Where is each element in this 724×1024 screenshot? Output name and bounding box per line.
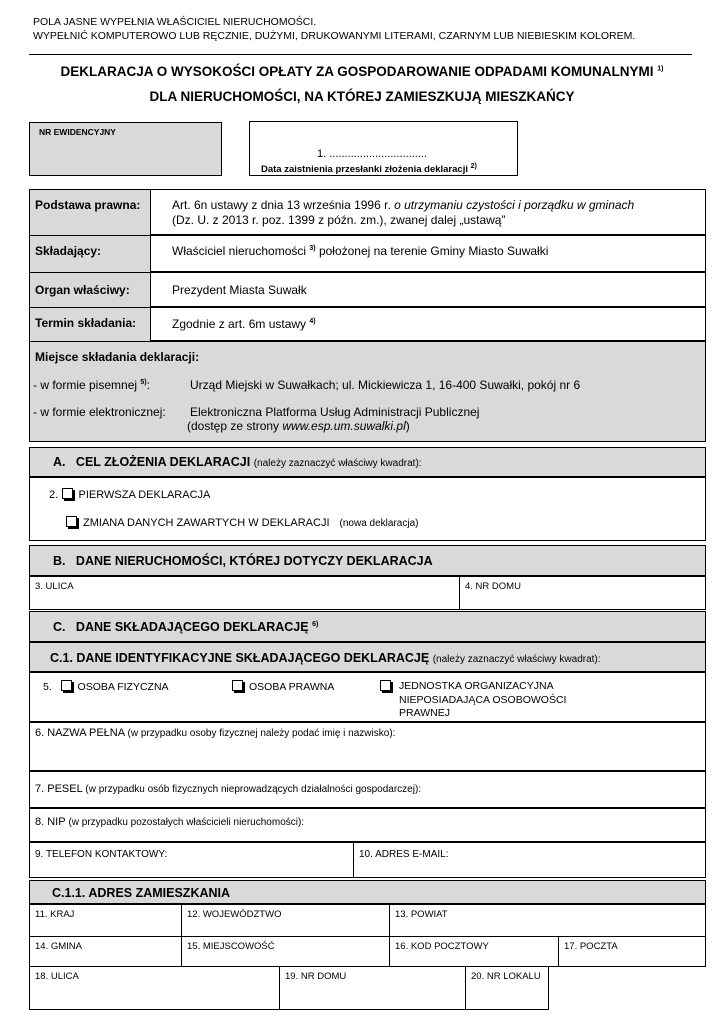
- post-office-field[interactable]: [558, 936, 706, 967]
- basis-act-title: o utrzymaniu czystości i porządku w gminach: [394, 198, 635, 212]
- field-label: 16. KOD POCZTOWY: [395, 941, 489, 952]
- filer-value: [172, 244, 548, 258]
- section-hint: (należy zaznaczyć właściwy kwadrat):: [253, 458, 422, 469]
- filer-text: Właściciel nieruchomości: [172, 244, 310, 258]
- footnote-ref: 2): [470, 163, 477, 170]
- filer-text: położonej na terenie Gminy Miasto Suwałki: [315, 244, 549, 258]
- option-hint: (nowa deklaracja): [339, 518, 419, 529]
- field-label: 17. POCZTA: [564, 941, 618, 952]
- basis-label: Podstawa prawna:: [35, 198, 141, 212]
- field-label: 7. PESEL: [35, 783, 83, 795]
- header-divider: [29, 54, 692, 55]
- pesel-field[interactable]: [29, 771, 706, 808]
- checkbox-icon[interactable]: [380, 680, 391, 691]
- access-url[interactable]: www.esp.um.suwalki.pl: [282, 419, 406, 433]
- postal-code-field[interactable]: [389, 936, 559, 967]
- electronic-value: Elektroniczna Platforma Usług Administracji Publicznej: [190, 405, 480, 419]
- electronic-label: - w formie elektronicznej:: [33, 405, 166, 419]
- row-divider: [29, 307, 706, 308]
- field-number: 5.: [43, 681, 52, 693]
- footnote-ref: 1): [657, 65, 664, 73]
- checkbox-icon[interactable]: [61, 680, 72, 691]
- header-note-2: WYPEŁNIĆ KOMPUTEROWO LUB RĘCZNIE, DUŻYMI, DRUKOWANYMI LITERAMI, CZARNYM LUB NIEBIESKIM KOLOREM.: [33, 30, 636, 42]
- section-letter: B.: [53, 554, 66, 568]
- option-org-unit[interactable]: [380, 680, 397, 693]
- section-c11-header: [29, 880, 706, 904]
- address-house-field[interactable]: [279, 966, 466, 1010]
- field-label: 13. POWIAT: [395, 909, 448, 920]
- footnote-ref: 3): [309, 245, 316, 252]
- section-b-header: [29, 545, 706, 576]
- voivodeship-field[interactable]: [181, 904, 390, 937]
- form-title-line-2: DLA NIERUCHOMOŚCI, NA KTÓREJ ZAMIESZKUJĄ MIESZKAŃCY: [149, 89, 575, 104]
- filer-label: Składający:: [35, 244, 102, 258]
- organ-value: Prezydent Miasta Suwałk: [172, 283, 307, 297]
- field-label: 4. NR DOMU: [465, 581, 521, 592]
- field-label: 3. ULICA: [35, 581, 74, 592]
- term-text: Zgodnie z art. 6m ustawy: [172, 317, 310, 331]
- option-label: OSOBA PRAWNA: [249, 681, 335, 693]
- row-divider: [29, 341, 706, 342]
- declaration-date-box[interactable]: [249, 121, 518, 176]
- address-street-field[interactable]: [29, 966, 280, 1010]
- footnote-ref: 6): [312, 620, 319, 628]
- field-number: 2.: [49, 489, 59, 501]
- section-letter: C.: [53, 620, 66, 634]
- section-letter: A.: [53, 455, 66, 469]
- section-c1-header: [29, 642, 706, 672]
- street-field[interactable]: [29, 576, 460, 610]
- term-label: Termin składania:: [35, 316, 137, 330]
- option-org-unit-label: [399, 680, 566, 721]
- option-label: ZMIANA DANYCH ZAWARTYCH W DEKLARACJI: [83, 517, 330, 529]
- access-text: (dostęp ze strony: [187, 419, 283, 433]
- section-title-text: CEL ZŁOŻENIA DEKLARACJI: [75, 455, 251, 469]
- section-title-text: DANE NIERUCHOMOŚCI, KTÓREJ DOTYCZY DEKLARACJA: [75, 554, 433, 568]
- basis-line-2: (Dz. U. z 2013 r. poz. 1399 z późn. zm.), zwanej dalej „ustawą”: [172, 213, 506, 227]
- option-label: PRAWNEJ: [399, 707, 450, 719]
- access-text: ): [405, 419, 410, 433]
- nip-field[interactable]: [29, 808, 706, 842]
- written-text: - w formie pisemnej: [33, 378, 141, 392]
- header-note-1: POLA JASNE WYPEŁNIA WŁAŚCICIEL NIERUCHOMOŚCI.: [33, 16, 317, 28]
- option-first-declaration[interactable]: [49, 487, 210, 501]
- apartment-number-field[interactable]: [465, 966, 549, 1010]
- row-divider: [29, 235, 706, 236]
- phone-field[interactable]: [29, 842, 354, 878]
- footnote-ref: 4): [309, 318, 316, 325]
- written-label: [33, 378, 150, 392]
- field-label: 9. TELEFON KONTAKTOWY:: [35, 849, 168, 860]
- basis-text: Art. 6n ustawy z dnia 13 września 1996 r.: [172, 198, 395, 212]
- checkbox-icon[interactable]: [232, 680, 243, 691]
- field-hint: (w przypadku pozostałych właścicieli nieruchomości):: [68, 817, 305, 828]
- section-a-header: [29, 447, 706, 477]
- footnote-ref: 5): [140, 379, 147, 386]
- full-name-field[interactable]: [29, 722, 706, 771]
- section-a-title: [53, 455, 422, 469]
- section-hint: (należy zaznaczyć właściwy kwadrat):: [432, 654, 601, 665]
- basis-line-1: [172, 198, 634, 212]
- written-colon: :: [146, 378, 150, 392]
- option-label: PIERWSZA DEKLARACJA: [78, 489, 211, 501]
- form-title-line-1: [0, 64, 724, 79]
- country-field[interactable]: [29, 904, 182, 937]
- date-label: [261, 163, 477, 175]
- section-c-title: [53, 620, 318, 634]
- field-label: 14. GMINA: [35, 941, 82, 952]
- form-title-text: DEKLARACJA O WYSOKOŚCI OPŁATY ZA GOSPODAROWANIE ODPADAMI KOMUNALNYMI: [60, 64, 654, 79]
- field-hint: (w przypadku osób fizycznych nieprowadzących działalności gospodarczej):: [85, 784, 422, 795]
- date-label-text: Data zaistnienia przesłanki złożenia deklaracji: [261, 164, 468, 176]
- city-field[interactable]: [181, 936, 390, 967]
- section-b-title: [53, 554, 433, 568]
- field-label: 8. NIP: [35, 816, 66, 828]
- checkbox-icon[interactable]: [66, 516, 77, 527]
- field-label: 20. NR LOKALU: [471, 971, 541, 982]
- field-label: 18. ULICA: [35, 971, 79, 982]
- option-label: JEDNOSTKA ORGANIZACYJNA: [399, 680, 554, 692]
- place-label: Miejsce składania deklaracji:: [35, 350, 200, 364]
- row-divider: [29, 272, 706, 273]
- house-number-field[interactable]: [459, 576, 706, 610]
- field-label: 11. KRAJ: [35, 909, 75, 920]
- field-hint: (w przypadku osoby fizycznej należy podać imię i nazwisko):: [127, 728, 396, 739]
- option-legal-person[interactable]: [232, 680, 334, 693]
- option-label: OSOBA FIZYCZNA: [77, 681, 169, 693]
- section-c-header: [29, 611, 706, 642]
- term-value: [172, 317, 316, 331]
- option-natural-person[interactable]: [43, 680, 169, 693]
- section-title-text: C.1. DANE IDENTYFIKACYJNE SKŁADAJĄCEGO DEKLARACJĘ: [50, 651, 430, 665]
- basis-panel: [150, 189, 706, 235]
- county-field[interactable]: [389, 904, 706, 937]
- registry-number-box[interactable]: [29, 122, 222, 176]
- section-c1-title: [50, 651, 601, 665]
- field-label: 6. NAZWA PEŁNA: [35, 727, 125, 739]
- electronic-access: [187, 419, 410, 433]
- municipality-field[interactable]: [29, 936, 182, 967]
- section-c11-title: C.1.1. ADRES ZAMIESZKANIA: [52, 886, 231, 900]
- organ-label: Organ właściwy:: [35, 283, 130, 297]
- field-label: 12. WOJEWÓDZTWO: [187, 909, 282, 920]
- field-label: 15. MIEJSCOWOŚĆ: [187, 941, 275, 952]
- checkbox-icon[interactable]: [62, 488, 73, 499]
- field-label: 19. NR DOMU: [285, 971, 347, 982]
- option-label: NIEPOSIADAJĄCA OSOBOWOŚCI: [399, 693, 567, 706]
- section-title-text: DANE SKŁADAJĄCEGO DEKLARACJĘ: [75, 620, 309, 634]
- registry-number-label: NR EWIDENCYJNY: [39, 127, 116, 137]
- email-field[interactable]: [353, 842, 706, 878]
- option-change-declaration[interactable]: [66, 515, 418, 529]
- field-label: 10. ADRES E-MAIL:: [359, 849, 449, 860]
- date-field-1: 1. ................................: [317, 148, 428, 160]
- written-value: Urząd Miejski w Suwałkach; ul. Mickiewicza 1, 16-400 Suwałki, pokój nr 6: [190, 378, 581, 392]
